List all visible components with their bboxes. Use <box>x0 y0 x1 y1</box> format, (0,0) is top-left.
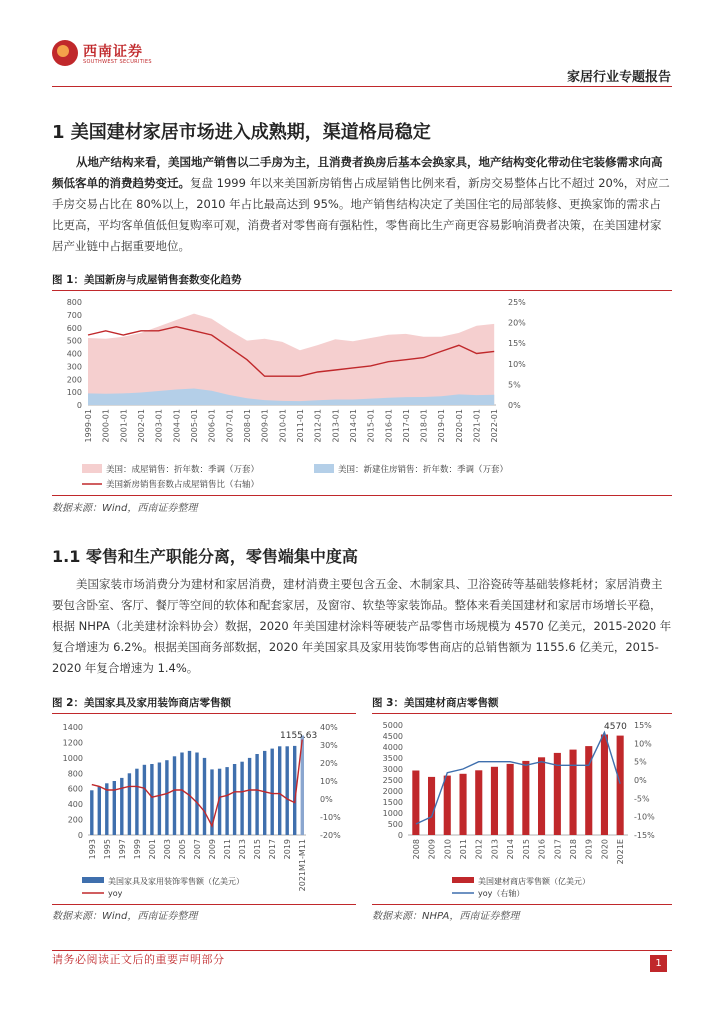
x-tick: 2017 <box>268 839 278 860</box>
furniture-sales-bar <box>90 790 93 835</box>
materials-sales-bar <box>507 764 514 835</box>
furniture-sales-bar <box>158 763 161 836</box>
y-left-tick: 3500 <box>382 754 403 763</box>
section-1-heading: 1 美国建材家居市场进入成熟期，渠道格局稳定 <box>52 122 431 143</box>
y-right-tick: 10% <box>508 359 526 369</box>
x-tick: 1997 <box>117 839 127 860</box>
page-number: 1 <box>650 955 667 972</box>
x-tick: 2008 <box>411 839 421 860</box>
x-tick: 2007 <box>193 839 202 860</box>
materials-sales-bar <box>475 770 482 835</box>
y-left-tick: 600 <box>66 323 82 333</box>
y-left-tick: 4500 <box>382 732 403 741</box>
y-right-tick: 0% <box>634 776 647 785</box>
y-left-tick: 0 <box>77 831 83 840</box>
furniture-sales-bar <box>255 754 258 835</box>
legend-existing-label: 美国：成屋销售：折年数：季调（万套） <box>106 465 260 475</box>
x-tick: 2016 <box>537 839 547 860</box>
section-1-paragraph-text: 复盘 1999 年以来美国新房销售占成屋销售比例来看，新房交易整体占比不超过 20%，对应二手房交易占比在 80%以上，2010 年占比最高达到 95%。地产销售结构决定了美国住宅的局部装修、更换家饰的需求占比更高，平均客单值低但复购率可观，消费者对零售商有强粘性，零售商比生产商更容易影响消费者决策，在美国建材家居产业链中占据重要地位。 <box>52 176 670 253</box>
furniture-sales-bar <box>120 778 123 835</box>
report-title: 家居行业专题报告 <box>566 70 671 85</box>
y-left-tick: 800 <box>66 298 82 307</box>
y-right-tick: 10% <box>634 739 652 749</box>
y-left-tick: 3000 <box>382 765 403 774</box>
x-tick: 2017 <box>553 839 563 860</box>
figure-1-divider <box>52 290 672 291</box>
y-right-tick: 25% <box>508 298 526 307</box>
y-right-tick: 0% <box>508 401 521 410</box>
y-right-tick: 20% <box>508 318 526 328</box>
figure-1-chart <box>52 292 672 492</box>
furniture-sales-bar <box>105 783 108 835</box>
x-tick: 2005 <box>177 839 187 860</box>
materials-sales-bar <box>538 757 545 835</box>
x-tick: 2015 <box>253 839 263 860</box>
y-left-tick: 200 <box>66 375 82 385</box>
figure-2-source: 数据来源：Wind，西南证券整理 <box>52 911 198 922</box>
materials-sales-bar <box>570 750 577 835</box>
x-tick: 2007-01 <box>225 409 235 443</box>
footer-disclaimer: 请务必阅读正文后的重要声明部分 <box>52 953 225 966</box>
y-left-tick: 0 <box>76 401 82 410</box>
section-1-paragraph-bold: 从地产结构来看，美国地产销售以二手房为主，且消费者换房后基本会换家具，地产结构变化带动住宅装修需求向高频低客单的消费趋势变迁。 <box>52 155 663 190</box>
furniture-sales-bar <box>286 746 289 835</box>
x-tick: 2000-01 <box>101 409 111 443</box>
y-left-tick: 2500 <box>382 776 403 785</box>
figure-1-title: 图 1：美国新房与成屋销售套数变化趋势 <box>52 274 242 286</box>
furniture-sales-bar <box>263 751 266 835</box>
y-right-tick: -20% <box>320 831 341 840</box>
y-left-tick: 5000 <box>382 721 403 730</box>
y-left-tick: 500 <box>66 336 82 346</box>
figure-3-divider <box>372 713 672 714</box>
furniture-sales-bar <box>248 758 251 835</box>
figure-2-title: 图 2：美国家具及家用装饰商店零售额 <box>52 697 231 709</box>
furniture-sales-bar <box>278 746 281 835</box>
y-left-tick: 400 <box>66 349 82 359</box>
x-tick: 2013 <box>490 839 500 860</box>
section-1-1-heading: 1.1 零售和生产职能分离，零售端集中度高 <box>52 547 358 566</box>
y-left-tick: 400 <box>67 800 83 810</box>
figure-3-chart <box>372 715 672 903</box>
y-left-tick: 1200 <box>62 738 83 748</box>
x-tick: 2012 <box>474 839 484 860</box>
x-tick: 2022-01 <box>490 409 500 443</box>
building-materials-2020-annotation: 4570 <box>604 722 627 732</box>
x-tick: 2001-01 <box>119 409 129 443</box>
x-tick: 2009-01 <box>260 409 270 443</box>
figure-2-chart <box>52 715 356 903</box>
furniture-sales-bar <box>271 749 274 835</box>
x-tick: 2019-01 <box>437 409 447 443</box>
y-right-tick: -10% <box>320 813 341 822</box>
y-right-tick: -5% <box>634 794 650 804</box>
x-tick: 2003-01 <box>154 409 164 443</box>
furniture-sales-bar <box>173 756 176 835</box>
y-left-tick: 1500 <box>382 798 403 807</box>
y-left-tick: 1000 <box>62 753 83 763</box>
legend-new-label: 美国：新建住房销售：折年数：季调（万套） <box>338 465 509 475</box>
figure-3-source: 数据来源：NHPA，西南证券整理 <box>372 911 520 922</box>
x-tick: 2010 <box>443 839 453 860</box>
furniture-sales-bar <box>195 753 198 836</box>
logo-text-en: SOUTHWEST SECURITIES <box>83 59 152 65</box>
x-tick: 2012-01 <box>313 409 323 443</box>
figure-1-source: 数据来源：Wind，西南证券整理 <box>52 503 198 514</box>
x-tick: 2002-01 <box>136 409 146 443</box>
x-tick: 2003 <box>162 839 172 860</box>
legend-furniture-bar-swatch <box>82 877 104 883</box>
y-left-tick: 200 <box>67 815 83 825</box>
x-tick: 2015-01 <box>366 409 376 443</box>
y-left-tick: 600 <box>67 784 83 794</box>
materials-sales-bar <box>601 735 608 836</box>
furniture-sales-bar <box>143 765 146 835</box>
furniture-sales-bar <box>150 764 153 835</box>
x-tick: 2004-01 <box>172 409 182 443</box>
figure-2-divider <box>52 713 356 714</box>
x-tick: 1999 <box>132 839 142 860</box>
company-logo <box>52 40 162 70</box>
y-left-tick: 0 <box>397 831 403 840</box>
section-1-1-paragraph: 美国家装市场消费分为建材和家居消费，建材消费主要包含五金、木制家具、卫浴瓷砖等基础装修耗材；家居消费主要包含卧室、客厅、餐厅等空间的软体和配套家居，及窗帘、软垫等家装饰品。整体来看美国建材和家居市场增长平稳，根据 NHPA（北美建材涂料协会）数据，2020 年美国建材涂料等硬装产品零售市场规模为 4570 亿美元，2015-2020 年复合增速为 6.2%。根据美国商务部数据，2020 年美国家具及家用装饰零售商店的总销售额为 1155.6 亿美元，2015-2020 年复合增速为 1.4%。 <box>52 577 672 675</box>
materials-sales-bar <box>617 736 624 835</box>
y-right-tick: 30% <box>320 741 338 750</box>
existing-home-sales-area <box>88 314 494 405</box>
x-tick: 2018 <box>569 839 578 860</box>
figure-3-bottom-divider <box>372 904 672 905</box>
legend-materials-bar-swatch <box>452 877 474 883</box>
materials-sales-bar <box>412 771 419 836</box>
furniture-sales-bar <box>128 773 131 835</box>
y-left-tick: 1000 <box>382 809 403 818</box>
x-tick: 1999-01 <box>84 409 93 443</box>
x-tick: 2021E <box>616 839 626 865</box>
x-tick: 2011 <box>223 839 233 860</box>
materials-sales-bar <box>522 761 529 835</box>
legend-ratio-label: 美国新房销售套数占成屋销售比（右轴） <box>106 480 260 490</box>
section-1-paragraph <box>52 152 672 257</box>
furniture-sales-bar <box>225 767 228 835</box>
x-tick: 2006-01 <box>207 409 217 443</box>
figure-1-bottom-divider <box>52 495 672 496</box>
y-left-tick: 700 <box>66 310 82 320</box>
y-right-tick: 40% <box>320 723 338 732</box>
y-left-tick: 2000 <box>382 787 403 796</box>
x-tick: 2011-01 <box>295 409 305 443</box>
x-tick: 2019 <box>584 839 594 860</box>
furniture-sales-bar <box>135 769 138 835</box>
x-tick: 2017-01 <box>401 409 411 443</box>
x-tick: 1995 <box>102 839 112 860</box>
legend-existing-swatch <box>82 464 102 473</box>
y-right-tick: 15% <box>508 339 526 349</box>
furniture-sales-bar <box>188 751 191 835</box>
x-tick: 2011 <box>459 839 468 860</box>
x-tick: 2013 <box>238 839 248 860</box>
x-tick: 2014 <box>506 839 516 860</box>
materials-sales-bar <box>460 774 467 835</box>
x-tick: 2009 <box>427 839 437 860</box>
x-tick: 2010-01 <box>278 409 288 443</box>
x-tick: 2008-01 <box>242 409 252 443</box>
y-right-tick: -15% <box>634 831 655 840</box>
x-tick: 2021-01 <box>472 409 482 443</box>
x-tick: 2020 <box>600 839 610 860</box>
furniture-sales-bar <box>98 786 101 835</box>
furniture-sales-bar <box>240 762 243 835</box>
logo-mark-icon <box>52 40 78 66</box>
x-tick: 2005-01 <box>189 409 199 443</box>
furniture-sales-bar <box>233 764 236 835</box>
x-tick: 2019 <box>283 839 293 860</box>
materials-sales-bar <box>491 767 498 835</box>
y-right-tick: 0% <box>320 795 333 804</box>
y-left-tick: 500 <box>387 820 403 829</box>
legend-furniture-yoy-label: yoy <box>108 889 123 898</box>
x-tick: 2016-01 <box>384 409 394 443</box>
x-tick: 2021M1-M11 <box>298 839 308 892</box>
x-tick: 2018-01 <box>419 409 429 443</box>
y-right-tick: 15% <box>634 721 652 730</box>
x-tick: 2009 <box>208 839 218 860</box>
materials-sales-bar <box>428 777 435 835</box>
x-tick: 2001 <box>147 839 157 860</box>
y-right-tick: 5% <box>508 380 521 390</box>
y-right-tick: 20% <box>320 759 338 768</box>
y-left-tick: 100 <box>66 388 82 398</box>
figure-2-bottom-divider <box>52 904 356 905</box>
legend-materials-yoy-label: yoy（右轴） <box>478 889 525 898</box>
figure-3-title: 图 3：美国建材商店零售额 <box>372 697 499 709</box>
y-right-tick: -10% <box>634 812 655 822</box>
x-tick: 2020-01 <box>454 409 464 443</box>
logo-text-cn: 西南证券 <box>83 44 143 60</box>
y-right-tick: 5% <box>634 757 647 767</box>
furniture-sales-bar <box>203 758 206 835</box>
y-left-tick: 1400 <box>62 723 83 732</box>
y-right-tick: 10% <box>320 777 338 786</box>
legend-materials-bar-label: 美国建材商店零售额（亿美元） <box>478 877 590 886</box>
materials-sales-bar <box>444 776 451 835</box>
legend-furniture-bar-label: 美国家具及家用装饰零售额（亿美元） <box>108 877 244 886</box>
x-tick: 2015 <box>521 839 531 860</box>
furniture-2020-annotation: 1155.63 <box>280 731 318 741</box>
x-tick: 2013-01 <box>331 409 341 443</box>
x-tick: 2014-01 <box>348 409 358 443</box>
x-tick: 1993 <box>87 839 97 860</box>
y-left-tick: 800 <box>67 769 83 779</box>
y-left-tick: 300 <box>66 362 82 372</box>
furniture-sales-bar <box>180 753 183 836</box>
y-left-tick: 4000 <box>382 743 403 752</box>
furniture-sales-bar <box>165 760 168 835</box>
header-divider <box>52 86 672 87</box>
legend-new-swatch <box>314 464 334 473</box>
